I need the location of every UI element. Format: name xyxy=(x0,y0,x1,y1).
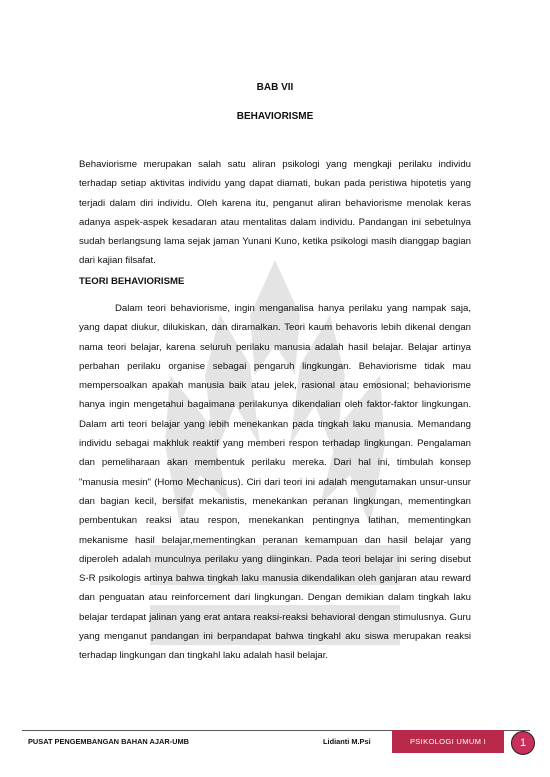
section-paragraph: Dalam teori behaviorisme, ingin menganalisa hanya perilaku yang nampak saja, yang dapat diukur, dilukiskan, dan diramalkan. Teori kaum behavoris lebih dikenal dengan nama teori belajar, karena seluruh perilaku manusia adalah hasil belajar. Belajar artinya perbahan perilaku organise sebagai pengaruh lingkungan. Behaviorisme tidak mau mempersoalkan apakah manusia baik atau jelek, rasional atau emosional; behaviorisme hanya ingin mengetahui bagaimana perilakunya dikendalian oleh faktor-faktor lingkungan. Dalam arti teori belajar yang lebih menekankan pada tingkah laku manusia. Memandang individu sebagai makhluk reaktif yang memberi respon terhadap lingkungan. Pengalaman dan pemeliharaan akan membentuk perilaku mereka. Dari hal ini, timbulah konsep "manusia mesin" (Homo Mechanicus). Ciri dari teori ini adalah mengutamakan unsur-unsur dan bagian kecil, bersifat mekanistis, menekankan peranan lingkungan, mementingkan pembentukan reaksi atau respon, menekankan pentingnya latihan, mementingkan mekanisme hasil belajar,mementingkan peranan kemampuan dan hasil belajar yang diperoleh adalah munculnya perilaku yang diinginkan. Pada teori belajar ini sering disebut S-R psikologis artinya bahwa tingkah laku manusia dikendalikan oleh ganjaran atau reward dan penguatan atau reinforcement dari lingkungan. Dengan demikian dalam tingkah laku belajar terdapat jalinan yang erat antara reaksi-reaksi behavioral dengan stimulusnya. Guru yang menganut pandangan ini berpandapat bahwa tingkahl aku siswa merupakan reaksi terhadap lingkungan dan tingkahl laku adalah hasil belajar. xyxy=(79,303,471,662)
footer-institution: PUSAT PENGEMBANGAN BAHAN AJAR-UMB xyxy=(28,737,189,746)
chapter-number: BAB VII xyxy=(256,82,294,93)
page-number-badge: 1 xyxy=(511,731,535,755)
section-heading: TEORI BEHAVIORISME xyxy=(79,276,185,287)
chapter-title: BEHAVIORISME xyxy=(236,111,314,122)
footer-author: Lidianti M.Psi xyxy=(323,737,371,746)
footer-course-badge: PSIKOLOGI UMUM I xyxy=(392,730,504,753)
intro-paragraph: Behaviorisme merupakan salah satu aliran psikologi yang mengkaji perilaku individu terhadap setiap aktivitas individu yang dapat diamati, bukan pada peristiwa hipotetis yang terjadi dalam diri individu. Oleh karena itu, penganut aliran behaviorisme menolak keras adanya aspek-aspek kesadaran atau mentalitas dalam individu. Pandangan ini sebetulnya sudah berlangsung lama sejak jaman Yunani Kuno, ketika psikologi masih dianggap bagian dari kajian filsafat. xyxy=(79,159,471,267)
